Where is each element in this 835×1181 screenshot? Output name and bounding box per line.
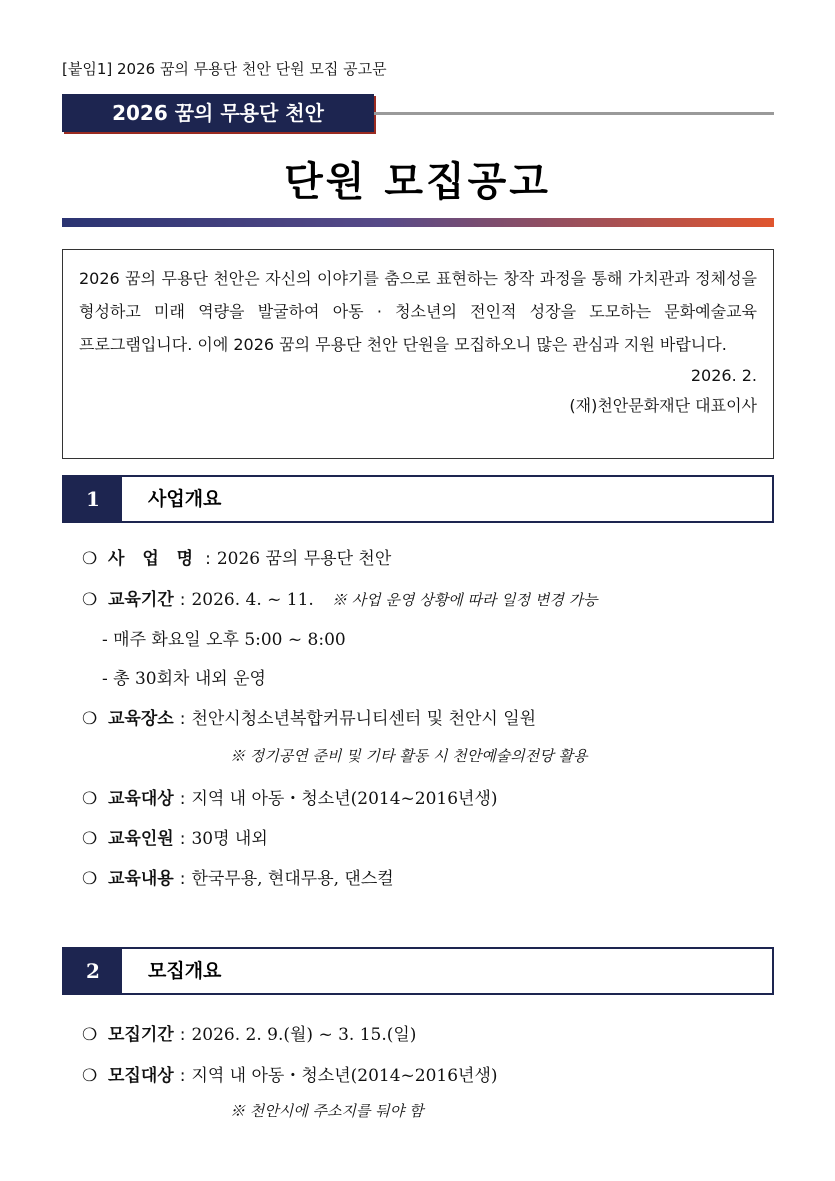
list-item-place (82, 704, 536, 729)
item-value: 지역 내 아동・청소년(2014~2016년생) (191, 1066, 498, 1086)
section-title: 사업개요 (148, 488, 222, 510)
bullet-icon: ❍ (82, 590, 98, 610)
item-separator: : (179, 1025, 186, 1045)
section-header-1 (62, 475, 774, 523)
item-separator: : (179, 789, 186, 809)
item-separator: : (179, 829, 186, 849)
item-label: 교육인원 (108, 829, 174, 849)
item-label: 교육장소 (108, 709, 174, 729)
attachment-label: [붙임1] 2026 꿈의 무용단 천안 단원 모집 공고문 (62, 60, 387, 78)
item-separator: : (179, 1066, 186, 1086)
list-item-period (82, 585, 598, 610)
intro-date: 2026. 2. (690, 366, 757, 385)
list-item-content (82, 864, 394, 889)
item-value: 2026. 4. ~ 11. (191, 590, 314, 610)
list-item-project (82, 544, 391, 569)
section-title: 모집개요 (148, 960, 222, 982)
item-label: 사 업 명 (108, 549, 200, 569)
main-title: 단원 모집공고 (284, 159, 551, 205)
bullet-icon: ❍ (82, 1025, 98, 1045)
list-item-count (82, 824, 268, 849)
intro-box (62, 249, 774, 459)
place-note: ※ 정기공연 준비 및 기타 활동 시 천안예술의전당 활용 (230, 747, 588, 765)
item-label: 교육대상 (108, 789, 174, 809)
banner-divider (374, 112, 774, 115)
bullet-icon: ❍ (82, 709, 98, 729)
list-item-recruit-period (82, 1020, 416, 1045)
item-note: ※ 사업 운영 상황에 따라 일정 변경 가능 (331, 591, 598, 609)
item-label: 모집기간 (108, 1025, 174, 1045)
bullet-icon: ❍ (82, 829, 98, 849)
item-value: 지역 내 아동・청소년(2014~2016년생) (191, 789, 498, 809)
banner (62, 94, 374, 132)
list-item-recruit-target (82, 1061, 498, 1086)
list-item-target (82, 784, 498, 809)
bullet-icon: ❍ (82, 549, 98, 569)
section-number: 1 (64, 477, 122, 521)
sub-item-schedule: - 매주 화요일 오후 5:00 ~ 8:00 (102, 630, 346, 650)
item-label: 교육기간 (108, 590, 174, 610)
item-label: 교육내용 (108, 869, 174, 889)
item-separator: : (205, 549, 211, 569)
section-header-2 (62, 947, 774, 995)
item-label: 모집대상 (108, 1066, 174, 1086)
section-number: 2 (64, 949, 122, 993)
item-value: 2026 꿈의 무용단 천안 (216, 549, 392, 569)
bullet-icon: ❍ (82, 869, 98, 889)
item-value: 한국무용, 현대무용, 댄스컬 (191, 869, 394, 889)
intro-text: 2026 꿈의 무용단 천안은 자신의 이야기를 춤으로 표현하는 창작 과정을 통해 가치관과 정체성을 형성하고 미래 역량을 발굴하여 아동 · 청소년의 전인적 성장을 도모하는 문화예술교육 프로그램입니다. 이에 2026 꿈의 무용단 천안 단원을 모집하오니 많은 관심과 지원 바랍니다. (79, 269, 757, 354)
item-value: 2026. 2. 9.(월) ~ 3. 15.(일) (191, 1025, 417, 1045)
item-value: 30명 내외 (191, 829, 268, 849)
item-separator: : (179, 869, 186, 889)
item-value: 천안시청소년복합커뮤니티센터 및 천안시 일원 (191, 709, 537, 729)
item-separator: : (179, 590, 186, 610)
intro-org: (재)천안문화재단 대표이사 (569, 396, 757, 415)
banner-title: 2026 꿈의 무용단 천안 (112, 101, 324, 125)
recruit-note: ※ 천안시에 주소지를 둬야 함 (230, 1102, 424, 1120)
item-separator: : (179, 709, 186, 729)
sub-item-sessions: - 총 30회차 내외 운영 (102, 669, 266, 689)
gradient-divider (62, 218, 774, 227)
bullet-icon: ❍ (82, 789, 98, 809)
bullet-icon: ❍ (82, 1066, 98, 1086)
